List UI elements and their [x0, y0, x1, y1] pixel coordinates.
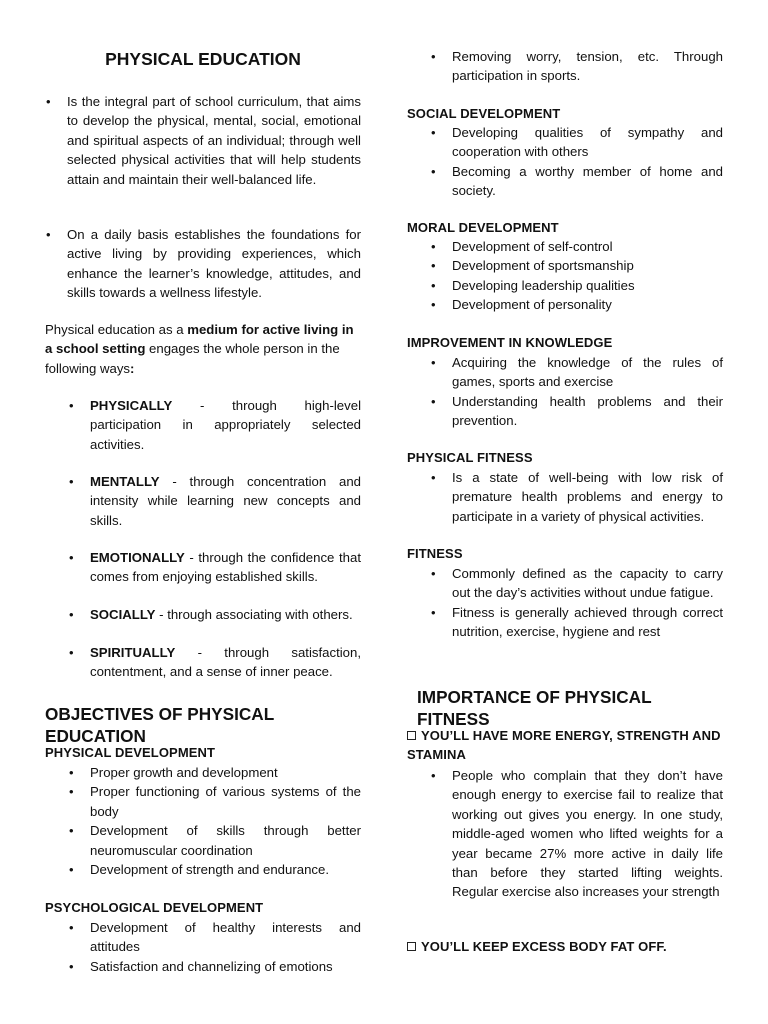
physical-development-list [90, 763, 361, 879]
way-desc: - through high-level participation in appropriately selected activities. [90, 398, 361, 452]
medium-colon: : [130, 360, 135, 376]
way-list-physically [90, 396, 361, 454]
list-item: • Proper functioning of various systems of the body [90, 782, 361, 821]
carry-over-list [452, 47, 723, 86]
moral-development-list [452, 237, 723, 315]
checkbox-icon [407, 731, 416, 740]
physical-fitness-heading: PHYSICAL FITNESS [407, 450, 533, 465]
list-item [90, 605, 361, 624]
social-development-list [452, 123, 723, 201]
objectives-title: OBJECTIVES OF PHYSICAL EDUCATION [45, 704, 274, 746]
list-item: • Developing qualities of sympathy and cooperation with others [452, 123, 723, 162]
medium-pre: Physical education as a [45, 322, 188, 337]
list-item [90, 548, 361, 587]
energy-heading [407, 726, 723, 765]
physical-fitness-list [452, 468, 723, 526]
moral-development-heading: MORAL DEVELOPMENT [407, 220, 559, 235]
list-item: • People who complain that they don’t have enough energy to exercise fail to realize that working out gives you energy. In one study, middle-aged women who lifted weights for a year became 27% more active in daily life than before they started lifting weights. Regular exercise also increases your strength [452, 766, 723, 902]
physical-development-heading: PHYSICAL DEVELOPMENT [45, 745, 216, 760]
list-item: • Becoming a worthy member of home and society. [452, 162, 723, 201]
medium-mid: engages the whole person in the following ways [45, 341, 340, 376]
list-item: • Development of sportsmanship [452, 256, 723, 275]
way-desc: - through associating with others. [155, 607, 353, 622]
energy-heading-text: YOU’LL HAVE MORE ENERGY, STRENGTH AND STAMINA [407, 728, 721, 763]
list-item: • Fitness is generally achieved through correct nutrition, exercise, hygiene and rest [452, 603, 723, 642]
way-list-socially [90, 605, 361, 624]
way-term: EMOTIONALLY [90, 550, 185, 565]
list-item: • Acquiring the knowledge of the rules of games, sports and exercise [452, 353, 723, 392]
list-item: • Satisfaction and channelizing of emotions [90, 957, 361, 976]
way-term: SPIRITUALLY [90, 645, 176, 660]
list-item [90, 643, 361, 682]
list-item: • Removing worry, tension, etc. Through participation in sports. [452, 47, 723, 86]
list-item: • On a daily basis establishes the foundations for active living by providing experiences, which enhance the learner’s knowledge, attitudes, and skills towards a wellness lifestyle. [67, 225, 361, 303]
way-term: PHYSICALLY [90, 398, 173, 413]
intro-list-2 [67, 225, 361, 303]
way-term: MENTALLY [90, 474, 160, 489]
psychological-development-list [90, 918, 361, 976]
page-title: PHYSICAL EDUCATION [105, 49, 301, 69]
way-desc: - through concentration and intensity while learning new concepts and skills. [90, 474, 361, 528]
list-item: • Development of self-control [452, 237, 723, 256]
list-item: • Development of healthy interests and attitudes [90, 918, 361, 957]
way-list-spiritually [90, 643, 361, 682]
list-item: • Development of personality [452, 295, 723, 314]
list-item: • Commonly defined as the capacity to carry out the day’s activities without undue fatigue. [452, 564, 723, 603]
way-term: SOCIALLY [90, 607, 156, 622]
social-development-heading: SOCIAL DEVELOPMENT [407, 106, 561, 121]
bodyfat-heading-text: YOU’LL KEEP EXCESS BODY FAT OFF. [421, 939, 667, 954]
list-item: • Is a state of well-being with low risk of premature health problems and energy to participate in a variety of physical activities. [452, 468, 723, 526]
list-item: • Development of strength and endurance. [90, 860, 361, 879]
list-item [90, 396, 361, 454]
way-list-emotionally [90, 548, 361, 587]
way-desc: - through the confidence that comes from enjoying established skills. [90, 550, 361, 585]
energy-list [452, 766, 723, 902]
list-item: • Proper growth and development [90, 763, 361, 782]
way-desc: - through satisfaction, contentment, and a sense of inner peace. [90, 645, 361, 680]
fitness-list [452, 564, 723, 642]
medium-paragraph [45, 320, 361, 378]
medium-bold: medium for active living in a school setting [45, 322, 354, 357]
list-item: • Is the integral part of school curriculum, that aims to develop the physical, mental, social, emotional and spiritual aspects of an individual; through well selected physical activities that will help students attain and maintain their well-balanced life. [67, 92, 361, 189]
way-list-mentally [90, 472, 361, 530]
intro-list [67, 92, 361, 189]
importance-title: IMPORTANCE OF PHYSICAL FITNESS [417, 687, 652, 729]
psychological-development-heading: PSYCHOLOGICAL DEVELOPMENT [45, 900, 264, 915]
knowledge-heading: IMPROVEMENT IN KNOWLEDGE [407, 335, 613, 350]
knowledge-list [452, 353, 723, 431]
list-item [90, 472, 361, 530]
list-item: • Understanding health problems and their prevention. [452, 392, 723, 431]
checkbox-icon [407, 942, 416, 951]
bodyfat-heading [407, 937, 723, 956]
list-item: • Development of skills through better neuromuscular coordination [90, 821, 361, 860]
fitness-heading: FITNESS [407, 546, 463, 561]
list-item: • Developing leadership qualities [452, 276, 723, 295]
